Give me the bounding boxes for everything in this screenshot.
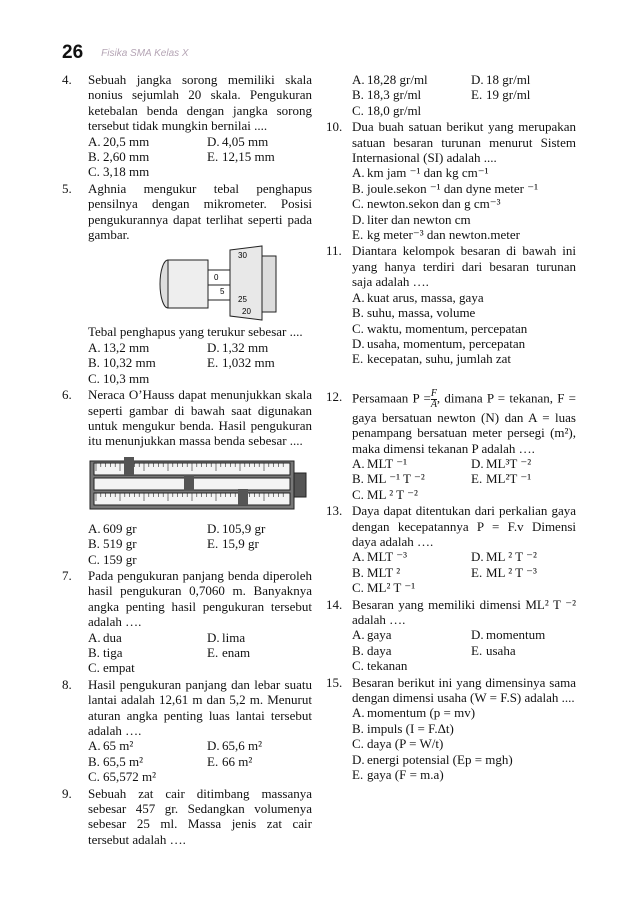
option-letter: B. — [352, 305, 364, 321]
option-text: lima — [222, 629, 246, 645]
question — [326, 675, 576, 783]
option-letter: A. — [88, 339, 101, 355]
option-letter: B. — [88, 536, 100, 552]
option-row — [88, 769, 312, 784]
option-text: suhu, massa, volume — [367, 305, 476, 321]
option-letter: C. — [352, 320, 364, 336]
question — [326, 72, 576, 118]
option-row — [352, 305, 576, 320]
question — [326, 243, 576, 366]
option-letter: E. — [471, 642, 483, 658]
options — [352, 549, 576, 595]
options — [352, 165, 576, 242]
option-text: ML² T ⁻¹ — [367, 580, 416, 596]
option-row — [88, 660, 312, 675]
option-row — [352, 212, 576, 227]
option-row — [352, 549, 576, 564]
option-text: tekanan — [367, 658, 408, 674]
option-text: 18,3 gr/ml — [367, 87, 422, 103]
option-text: 18 gr/ml — [486, 72, 531, 87]
option-text: 3,18 mm — [103, 164, 150, 180]
options — [352, 72, 576, 118]
option-text: 15,9 gr — [222, 536, 259, 552]
question-stem: Neraca O’Hauss dapat menunjukkan skala seperti gambar di bawah saat digunakan untuk mengukur benda. Hasil pengukuran itu menunjukkan massa benda sebesar .... — [88, 387, 312, 449]
options — [88, 134, 312, 180]
option-text: km jam ⁻¹ dan kg cm⁻¹ — [367, 165, 489, 181]
option-text: 609 gr — [103, 520, 137, 536]
option-row — [88, 630, 312, 645]
option-text: 66 m² — [222, 753, 253, 769]
option-row — [352, 181, 576, 196]
micrometer-scale-label: 0 — [214, 273, 219, 283]
option-letter: A. — [352, 165, 365, 181]
option-text: 18,0 gr/ml — [367, 102, 422, 118]
option-letter: E. — [471, 87, 483, 103]
option-text: 10,32 mm — [103, 355, 156, 371]
question — [62, 387, 312, 567]
micrometer-scale-label: 30 — [238, 251, 247, 261]
option-row — [88, 521, 312, 536]
question-stem: Diantara kelompok besaran di bawah ini yang hanya terdiri dari besaran turunan saja adalah …. — [352, 243, 576, 290]
option-letter: C. — [88, 551, 100, 567]
option-letter: D. — [471, 72, 484, 87]
option-row — [88, 552, 312, 567]
option-letter: C. — [352, 658, 364, 674]
question-number: 10. — [326, 119, 343, 135]
option-letter: C. — [88, 164, 100, 180]
option-row — [88, 149, 312, 164]
question-stem: Dua buah satuan berikut yang merupakan satuan besaran turunan menurut Sistem Internasional (SI) adalah .... — [352, 119, 576, 166]
option-text: gaya (F = m.a) — [367, 767, 444, 783]
option-text: ML ² T ⁻² — [367, 486, 418, 502]
option-text: MLT ⁻¹ — [367, 455, 408, 471]
option-letter: B. — [352, 564, 364, 580]
option-text: 519 gr — [103, 536, 137, 552]
question-number: 13. — [326, 503, 343, 519]
option-letter: C. — [88, 769, 100, 785]
option-text: MLT ⁻³ — [367, 549, 408, 565]
left-column — [62, 72, 312, 848]
option-text: 19 gr/ml — [486, 87, 531, 103]
option-text: 105,9 gr — [222, 520, 266, 536]
option-row — [352, 165, 576, 180]
question-number: 7. — [62, 567, 72, 583]
option-letter: C. — [352, 196, 364, 212]
option-row — [352, 290, 576, 305]
question-stem: Persamaan P = $\frac{F}{A}$ , dimana P = tekanan, F = gaya bersatuan newton (N) dan A = luas penampang bersatuan meter persegi (m²), maka dimensi tekanan P adalah …. — [352, 387, 577, 456]
question-number: 11. — [326, 243, 342, 259]
option-letter: B. — [352, 642, 364, 658]
option-text: ML ² T ⁻² — [486, 549, 537, 565]
option-letter: E. — [352, 767, 364, 783]
option-text: 159 gr — [103, 551, 137, 567]
book-title: Fisika SMA Kelas X — [101, 48, 189, 59]
option-text: impuls (I = F.Δt) — [367, 720, 454, 736]
option-text: 1,032 mm — [222, 355, 275, 371]
option-row — [88, 164, 312, 179]
option-text: gaya — [367, 627, 392, 643]
ohauss-balance-figure — [88, 453, 308, 515]
option-letter: C. — [352, 102, 364, 118]
question-stem: Sebuah zat cair ditimbang massanya sebesar 457 gr. Sedangkan volumenya sebesar 25 ml. Massa jenis zat cair tersebut adalah …. — [88, 785, 312, 847]
option-row — [352, 196, 576, 211]
micrometer-figure — [158, 242, 278, 324]
option-letter: A. — [352, 627, 365, 643]
option-letter: E. — [352, 351, 364, 367]
option-text: newton.sekon dan g cm⁻³ — [367, 196, 501, 212]
option-text: 65 m² — [103, 738, 134, 754]
option-letter: D. — [471, 455, 484, 471]
micrometer-scale-label: 5 — [220, 287, 225, 297]
option-row — [88, 371, 312, 386]
question-stem: Besaran yang memiliki dimensi ML² T ⁻² adalah …. — [352, 596, 576, 627]
option-letter: E. — [207, 644, 219, 660]
options — [352, 290, 576, 367]
option-text: ML³T ⁻² — [486, 455, 532, 471]
option-letter: D. — [471, 549, 484, 565]
option-row — [352, 487, 576, 502]
option-letter: C. — [88, 660, 100, 676]
option-letter: B. — [352, 87, 364, 103]
option-text: energi potensial (Ep = mgh) — [367, 751, 513, 767]
option-letter: B. — [352, 720, 364, 736]
fraction-denominator: A — [430, 398, 437, 410]
option-row — [352, 580, 576, 595]
option-letter: B. — [88, 644, 100, 660]
option-row — [352, 351, 576, 366]
option-letter: D. — [207, 520, 220, 536]
option-letter: A. — [352, 705, 365, 721]
question — [326, 503, 576, 595]
question — [326, 389, 576, 502]
option-row — [352, 72, 576, 87]
question — [326, 119, 576, 242]
fraction — [431, 389, 437, 410]
option-text: 65,572 m² — [103, 769, 157, 785]
option-letter: A. — [352, 455, 365, 471]
option-letter: D. — [352, 211, 365, 227]
option-text: 4,05 mm — [222, 133, 269, 149]
option-letter: E. — [352, 227, 364, 243]
question — [62, 677, 312, 785]
options — [352, 456, 576, 502]
option-letter: D. — [471, 627, 484, 643]
options — [88, 738, 312, 784]
fraction-numerator: F — [430, 387, 437, 399]
option-text: 65,5 m² — [103, 753, 144, 769]
question-stem: Hasil pengukuran panjang dan lebar suatu lantai adalah 12,61 m dan 5,2 m. Menurut aturan angka penting luas lantai tersebut adalah …. — [88, 676, 312, 738]
page-number: 26 — [62, 42, 84, 63]
option-text: empat — [103, 660, 135, 676]
question — [326, 597, 576, 674]
option-letter: C. — [352, 580, 364, 596]
option-text: 13,2 mm — [103, 339, 150, 355]
option-letter: C. — [352, 736, 364, 752]
option-letter: A. — [88, 133, 101, 149]
option-letter: B. — [88, 149, 100, 165]
option-text: 10,3 mm — [103, 370, 150, 386]
option-text: ML²T ⁻¹ — [486, 471, 532, 487]
option-letter: E. — [471, 564, 483, 580]
question-stem: Daya dapat ditentukan dari perkalian gaya dengan kecepatannya P = F.v Dimensi daya adalah …. — [352, 503, 576, 549]
question-number: 8. — [62, 676, 72, 692]
option-letter: C. — [352, 486, 364, 502]
option-letter: E. — [207, 355, 219, 371]
option-letter: D. — [207, 339, 220, 355]
question-number: 9. — [62, 785, 72, 801]
question-number: 14. — [326, 596, 343, 612]
option-row — [352, 767, 576, 782]
option-row — [352, 565, 576, 580]
option-letter: B. — [352, 471, 364, 487]
option-text: 18,28 gr/ml — [367, 72, 428, 87]
option-row — [352, 736, 576, 751]
option-row — [88, 645, 312, 660]
right-column — [326, 72, 576, 783]
options — [352, 627, 576, 673]
option-letter: A. — [352, 72, 365, 87]
micrometer-scale-label: 20 — [242, 307, 251, 317]
option-text: kg meter⁻³ dan newton.meter — [367, 227, 520, 243]
option-row — [352, 627, 576, 642]
option-letter: E. — [207, 149, 219, 165]
option-text: kecepatan, suhu, jumlah zat — [367, 351, 512, 367]
question — [62, 568, 312, 676]
option-letter: A. — [88, 629, 101, 645]
option-text: ML ⁻¹ T ⁻² — [367, 471, 425, 487]
option-text: dua — [103, 629, 122, 645]
options — [88, 340, 312, 386]
option-text: 12,15 mm — [222, 149, 275, 165]
question-number: 4. — [62, 72, 72, 87]
option-row — [352, 658, 576, 673]
option-row — [352, 643, 576, 658]
option-letter: D. — [352, 751, 365, 767]
option-letter: C. — [88, 370, 100, 386]
question — [62, 786, 312, 848]
option-row — [88, 134, 312, 149]
question — [62, 181, 312, 386]
option-row — [352, 87, 576, 102]
micrometer-scale-label: 25 — [238, 295, 247, 305]
option-letter: A. — [352, 289, 365, 305]
options — [88, 521, 312, 567]
option-row — [352, 456, 576, 471]
question-number: 12. — [326, 388, 343, 404]
option-letter: A. — [88, 520, 101, 536]
option-row — [352, 471, 576, 486]
option-text: daya (P = W/t) — [367, 736, 444, 752]
option-text: enam — [222, 644, 251, 660]
option-letter: D. — [352, 335, 365, 351]
question-number: 6. — [62, 387, 72, 403]
option-text: ML ² T ⁻³ — [486, 564, 537, 580]
question-number: 5. — [62, 180, 72, 196]
options — [88, 630, 312, 676]
option-row — [88, 754, 312, 769]
question-followup: Tebal penghapus yang terukur sebesar .... — [88, 324, 303, 340]
option-text: usaha — [486, 642, 516, 658]
option-text: momentum (p = mv) — [367, 705, 476, 721]
option-row — [88, 340, 312, 355]
option-row — [352, 227, 576, 242]
option-text: 65,6 m² — [222, 738, 263, 754]
option-text: momentum — [486, 627, 546, 643]
option-row — [352, 721, 576, 736]
option-letter: A. — [352, 549, 365, 565]
option-letter: E. — [207, 753, 219, 769]
option-text: joule.sekon ⁻¹ dan dyne meter ⁻¹ — [367, 180, 538, 196]
option-text: MLT ² — [367, 564, 401, 580]
option-letter: B. — [352, 180, 364, 196]
option-letter: D. — [207, 133, 220, 149]
option-text: waktu, momentum, percepatan — [367, 320, 528, 336]
question-number: 15. — [326, 674, 343, 690]
option-text: 20,5 mm — [103, 133, 150, 149]
option-letter: E. — [207, 536, 219, 552]
option-text: 1,32 mm — [222, 339, 269, 355]
option-row — [88, 355, 312, 370]
option-text: usaha, momentum, percepatan — [367, 335, 526, 351]
option-text: liter dan newton cm — [367, 211, 471, 227]
option-letter: B. — [88, 753, 100, 769]
option-letter: D. — [207, 629, 220, 645]
question-stem: Aghnia mengukur tebal penghapus pensilnya dengan mikrometer. Posisi pengukurannya dapat terlihat seperti pada gambar. — [88, 180, 312, 243]
option-letter: B. — [88, 355, 100, 371]
question-stem: Sebuah jangka sorong memiliki skala nonius sejumlah 20 skala. Pengukuran ketebalan benda dengan jangka sorong tersebut tidak mungkin bernilai .... — [88, 72, 312, 134]
question-stem: Pada pengukuran panjang benda diperoleh hasil pengukuran 0,7060 m. Banyaknya angka penting hasil pengukuran tersebut adalah …. — [88, 567, 312, 630]
option-row — [88, 536, 312, 551]
option-letter: D. — [207, 738, 220, 754]
option-row — [352, 752, 576, 767]
options — [352, 705, 576, 782]
question — [62, 72, 312, 180]
option-letter: E. — [471, 471, 483, 487]
question-stem: Besaran berikut ini yang dimensinya sama dengan dimensi usaha (W = F.S) adalah .... — [352, 674, 576, 706]
option-row — [352, 321, 576, 336]
option-row — [352, 336, 576, 351]
option-letter: A. — [88, 738, 101, 754]
option-text: 2,60 mm — [103, 149, 150, 165]
option-row — [352, 705, 576, 720]
option-row — [352, 103, 576, 118]
option-text: kuat arus, massa, gaya — [367, 289, 484, 305]
page-header — [62, 42, 189, 64]
option-text: daya — [367, 642, 392, 658]
option-text: tiga — [103, 644, 123, 660]
option-row — [88, 738, 312, 753]
